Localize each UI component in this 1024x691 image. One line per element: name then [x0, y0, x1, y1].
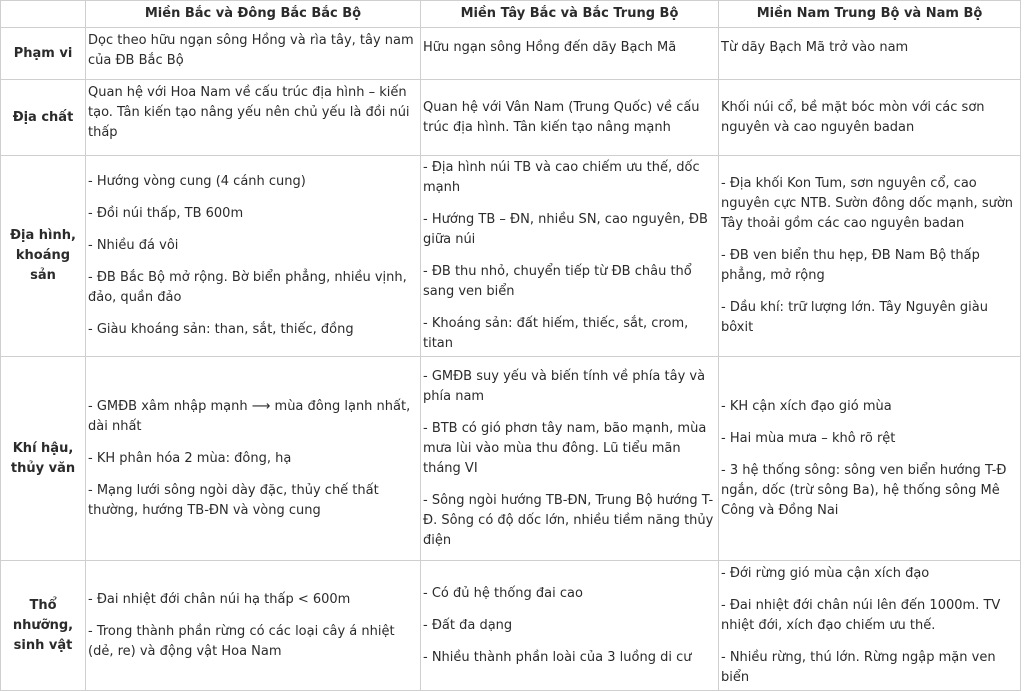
header-northwest-north-central: Miền Tây Bắc và Bắc Trung Bộ: [421, 1, 719, 28]
cell: [719, 156, 1021, 357]
list-item: - ĐB thu nhỏ, chuyển tiếp từ ĐB châu thổ sang ven biển: [423, 264, 692, 299]
row-label-tho-nhuong-sinh-vat: [1, 561, 86, 691]
cell: [421, 561, 719, 691]
table-row: [1, 357, 1021, 561]
list-item: - Hướng vòng cung (4 cánh cung): [88, 174, 306, 189]
list-item: - Đất đa dạng: [423, 617, 513, 633]
cell-text: Dọc theo hữu ngạn sông Hồng và rìa tây, tây nam của ĐB Bắc Bộ: [88, 33, 414, 68]
list-item: - Hướng TB – ĐN, nhiều SN, cao nguyên, ĐB giữa núi: [423, 212, 708, 247]
row-label-line: khoáng sản: [15, 248, 71, 283]
list-item: - Giàu khoáng sản: than, sắt, thiếc, đồng: [88, 322, 354, 337]
cell: [421, 80, 719, 156]
cell-text: Từ dãy Bạch Mã trở vào nam: [721, 40, 909, 55]
list-item: - Trong thành phần rừng có các loại cây á nhiệt (dẻ, re) và động vật Hoa Nam: [88, 623, 395, 659]
list-item: - Có đủ hệ thống đai cao: [423, 585, 583, 601]
list-item: - GMĐB suy yếu và biến tính về phía tây và phía nam: [423, 368, 706, 404]
cell: [421, 357, 719, 561]
list-item: - BTB có gió phơn tây nam, bão mạnh, mùa mưa lùi vào mùa thu đông. Lũ tiểu mãn tháng VI: [423, 420, 707, 476]
cell: [86, 561, 421, 691]
row-label-dia-hinh-khoang-san: [1, 156, 86, 357]
header-row: [1, 1, 1021, 28]
row-label-line: Địa hình,: [10, 228, 76, 243]
table-row: [1, 28, 1021, 80]
row-label-line: Thổ: [29, 597, 57, 613]
header-south-central-south: Miền Nam Trung Bộ và Nam Bộ: [719, 1, 1021, 28]
list-item: - Nhiều thành phần loài của 3 luồng di cư: [423, 649, 692, 665]
header-north-northeast: Miền Bắc và Đông Bắc Bắc Bộ: [86, 1, 421, 28]
row-label-dia-chat: Địa chất: [1, 80, 86, 156]
list-item: - Khoáng sản: đất hiếm, thiếc, sắt, crom, titan: [423, 316, 689, 351]
row-label-khi-hau-thuy-van: [1, 357, 86, 561]
row-label-pham-vi: Phạm vi: [1, 28, 86, 80]
header-corner: [1, 1, 86, 28]
table-row: [1, 561, 1021, 691]
cell: [719, 357, 1021, 561]
cell-text: Quan hệ với Hoa Nam về cấu trúc địa hình – kiến tạo. Tân kiến tạo nâng yếu nên chủ yếu là đồi núi thấp: [88, 85, 410, 140]
list-item: - KH cận xích đạo gió mùa: [721, 398, 892, 414]
list-item: - Đai nhiệt đới chân núi lên đến 1000m. TV nhiệt đới, xích đạo chiếm ưu thế.: [721, 598, 1001, 633]
list-item: - Dầu khí: trữ lượng lớn. Tây Nguyên giàu bôxit: [721, 300, 988, 335]
list-item: - Địa khối Kon Tum, sơn nguyên cổ, cao nguyên cực NTB. Sườn đông dốc mạnh, sườn Tây thoải gồm các cao nguyên badan: [721, 176, 1014, 231]
list-item: - Mạng lưới sông ngòi dày đặc, thủy chế thất thường, hướng TB-ĐN và vòng cung: [88, 482, 379, 518]
cell-text: Hữu ngạn sông Hồng đến dãy Bạch Mã: [423, 40, 677, 55]
cell-text: Khối núi cổ, bề mặt bóc mòn với các sơn nguyên và cao nguyên badan: [721, 99, 985, 135]
list-item: - Đồi núi thấp, TB 600m: [88, 206, 244, 221]
cell: [719, 561, 1021, 691]
list-item: - Đới rừng gió mùa cận xích đạo: [721, 566, 930, 581]
row-label-line: thủy văn: [10, 460, 76, 476]
cell-text: Quan hệ với Vân Nam (Trung Quốc) về cấu trúc địa hình. Tân kiến tạo nâng mạnh: [423, 99, 700, 135]
row-label-line: Khí hậu,: [12, 440, 74, 456]
list-item: - GMĐB xâm nhập mạnh ⟶ mùa đông lạnh nhất, dài nhất: [88, 398, 411, 434]
cell: [86, 28, 421, 80]
table-row: [1, 80, 1021, 156]
table-row: [1, 156, 1021, 357]
list-item: - KH phân hóa 2 mùa: đông, hạ: [88, 450, 292, 466]
list-item: - Sông ngòi hướng TB-ĐN, Trung Bộ hướng T-Đ. Sông có độ dốc lớn, nhiều tiềm năng thủy điện: [423, 492, 714, 548]
row-label-line: sinh vật: [13, 637, 73, 653]
list-item: - Địa hình núi TB và cao chiếm ưu thế, dốc mạnh: [423, 160, 700, 195]
cell: [719, 80, 1021, 156]
cell: [86, 156, 421, 357]
list-item: - 3 hệ thống sông: sông ven biển hướng T-Đ ngắn, dốc (trừ sông Ba), hệ thống sông Mê Công và Đồng Nai: [721, 462, 1007, 518]
cell: [86, 357, 421, 561]
list-item: - Đai nhiệt đới chân núi hạ thấp < 600m: [88, 591, 351, 607]
list-item: - Nhiều rừng, thú lớn. Rừng ngập mặn ven biển: [721, 650, 996, 685]
row-label-line: nhưỡng,: [12, 617, 74, 633]
list-item: - ĐB Bắc Bộ mở rộng. Bờ biển phẳng, nhiều vịnh, đảo, quần đảo: [88, 270, 407, 305]
list-item: - Nhiều đá vôi: [88, 238, 179, 253]
cell: [421, 28, 719, 80]
cell: [421, 156, 719, 357]
cell: [719, 28, 1021, 80]
list-item: - ĐB ven biển thu hẹp, ĐB Nam Bộ thấp phẳng, mở rộng: [721, 248, 980, 283]
list-item: - Hai mùa mưa – khô rõ rệt: [721, 430, 896, 446]
cell: [86, 80, 421, 156]
